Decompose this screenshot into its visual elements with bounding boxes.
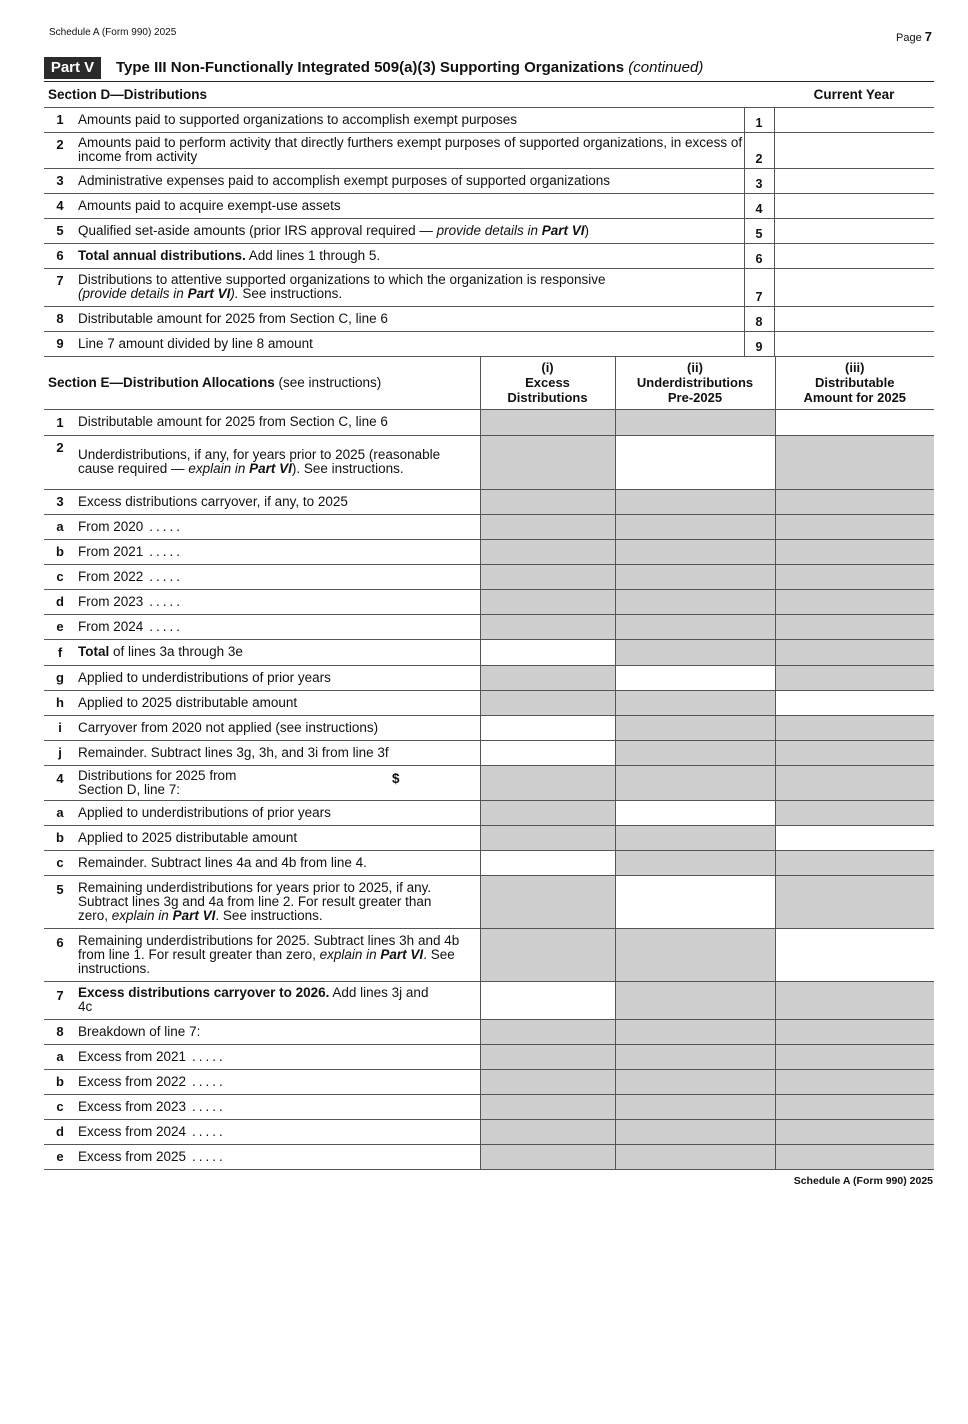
line-number: i (44, 715, 76, 740)
line-description (76, 1094, 480, 1119)
shaded-cell (615, 639, 775, 665)
line-description (76, 435, 480, 489)
shaded-cell (615, 765, 775, 800)
shaded-cell (480, 928, 615, 981)
col-distributable-amount (775, 357, 934, 409)
section-d-line (44, 243, 934, 268)
amount-input[interactable] (615, 800, 775, 825)
line-description: Amounts paid to acquire exempt-use assets (76, 193, 744, 218)
line-description (76, 1119, 480, 1144)
line-box-label: 6 (744, 243, 774, 268)
part-continued: (continued) (628, 59, 704, 76)
section-e-line (44, 1044, 934, 1069)
line-number: j (44, 740, 76, 765)
line-description (76, 589, 480, 614)
amount-input[interactable] (774, 132, 934, 168)
line-number: 9 (44, 331, 76, 356)
section-d-line (44, 193, 934, 218)
leader-dots: ..... (192, 1073, 226, 1089)
line-box-label: 8 (744, 306, 774, 331)
col-label: Amount for 2025 (803, 390, 907, 406)
shaded-cell (480, 409, 615, 435)
shaded-cell (480, 825, 615, 850)
dollar-sign: $ (392, 770, 400, 786)
line-number: 5 (44, 218, 76, 243)
shaded-cell (615, 850, 775, 875)
section-e-line (44, 1019, 934, 1044)
shaded-cell (480, 1019, 615, 1044)
line-description (76, 539, 480, 564)
shaded-cell (615, 825, 775, 850)
line-number: 7 (44, 268, 76, 306)
section-e-line (44, 1094, 934, 1119)
line-number: h (44, 690, 76, 715)
section-e-line (44, 715, 934, 740)
line-description (76, 765, 480, 800)
current-year-header: Current Year (774, 82, 934, 107)
shaded-cell (480, 690, 615, 715)
amount-input[interactable] (615, 875, 775, 928)
line-number: 2 (44, 435, 76, 489)
amount-input[interactable] (480, 639, 615, 665)
line-description: Remainder. Subtract lines 4a and 4b from line 4. (76, 850, 480, 875)
text-bold-italic: Part VI (249, 461, 292, 476)
amount-input[interactable] (480, 981, 615, 1019)
shaded-cell (775, 1119, 934, 1144)
line-description (76, 1044, 480, 1069)
shaded-cell (615, 409, 775, 435)
text: . See instructions. (215, 907, 323, 923)
line-box-label: 2 (744, 132, 774, 168)
text: Excess from 2022 (78, 1073, 187, 1089)
line-description: Breakdown of line 7: (76, 1019, 480, 1044)
shaded-cell (480, 665, 615, 690)
line-number: 4 (44, 765, 76, 800)
line-box-label: 4 (744, 193, 774, 218)
part-title (116, 59, 703, 76)
section-d-line (44, 331, 934, 356)
leader-dots: ..... (149, 543, 184, 559)
shaded-cell (775, 850, 934, 875)
text: Add lines 1 through 5. (245, 247, 381, 263)
amount-input[interactable] (480, 1119, 615, 1144)
section-e-line (44, 1119, 934, 1144)
section-e-line (44, 800, 934, 825)
amount-input[interactable] (480, 539, 615, 564)
shaded-cell (615, 514, 775, 539)
text-bold-italic: Part VI (172, 907, 216, 923)
shaded-cell (615, 1094, 775, 1119)
shaded-cell (775, 665, 934, 690)
line-description: Distributable amount for 2025 from Section C, line 6 (76, 306, 744, 331)
line-number: 3 (44, 168, 76, 193)
col-excess-distributions (480, 357, 615, 409)
text-bold: Total (78, 644, 110, 659)
col-roman: (i) (541, 360, 554, 376)
text: Distributions for 2025 from Section D, line 7: (78, 767, 237, 797)
text: Distributions to attentive supported organizations to which the organization is responsive (78, 272, 606, 287)
amount-input[interactable] (480, 589, 615, 614)
amount-input[interactable] (775, 928, 934, 981)
section-d-line (44, 268, 934, 306)
shaded-cell (775, 639, 934, 665)
text: From 2022 (78, 568, 144, 584)
amount-input[interactable] (774, 331, 934, 356)
section-e-line (44, 1069, 934, 1094)
text-italic: explain in (111, 907, 173, 923)
form-name-footer: Schedule A (Form 990) 2025 (793, 1175, 933, 1187)
line-description: Applied to underdistributions of prior years (76, 800, 480, 825)
shaded-cell (775, 489, 934, 514)
part-badge: Part V (44, 57, 101, 79)
line-description (76, 243, 744, 268)
shaded-cell (775, 539, 934, 564)
section-e-line (44, 981, 934, 1019)
section-e-line (44, 564, 934, 589)
line-number: 8 (44, 306, 76, 331)
line-number: d (44, 589, 76, 614)
amount-input[interactable] (774, 306, 934, 331)
col-roman: (iii) (845, 360, 865, 376)
line-box-label: 3 (744, 168, 774, 193)
line-description: Applied to underdistributions of prior years (76, 665, 480, 690)
line-number: 2 (44, 132, 76, 168)
amount-input[interactable] (480, 1069, 615, 1094)
amount-input[interactable] (480, 514, 615, 539)
section-d-line (44, 306, 934, 331)
section-e-line (44, 489, 934, 514)
col-roman: (ii) (687, 360, 703, 376)
part-title-text: Type III Non-Functionally Integrated 509(a)(3) Supporting Organizations (116, 59, 625, 76)
amount-input[interactable] (775, 825, 934, 850)
section-e-line (44, 765, 934, 800)
line-description (76, 514, 480, 539)
amount-input[interactable] (774, 168, 934, 193)
amount-input[interactable] (775, 409, 934, 435)
section-e-line (44, 928, 934, 981)
line-description (76, 1069, 480, 1094)
leader-dots: ..... (192, 1123, 226, 1139)
col-label: Distributions (507, 390, 588, 406)
line-description: Remainder. Subtract lines 3g, 3h, and 3i from line 3f (76, 740, 480, 765)
text-italic: explain in (319, 946, 381, 962)
amount-input[interactable] (480, 850, 615, 875)
amount-input[interactable] (615, 665, 775, 690)
line-number: c (44, 850, 76, 875)
line-number: 8 (44, 1019, 76, 1044)
col-label: Excess (525, 375, 570, 391)
text: From 2021 (78, 543, 144, 559)
line-number: 6 (44, 243, 76, 268)
line-number: 7 (44, 981, 76, 1019)
line-description (76, 928, 480, 981)
shaded-cell (775, 614, 934, 639)
line-number: 1 (44, 107, 76, 132)
text: ) (584, 222, 590, 238)
leader-dots: ..... (149, 568, 184, 584)
line-description (76, 268, 744, 306)
shaded-cell (615, 539, 775, 564)
shaded-cell (615, 981, 775, 1019)
line-description (76, 614, 480, 639)
section-d-line (44, 218, 934, 243)
shaded-cell (480, 800, 615, 825)
text: of lines 3a through 3e (109, 644, 243, 659)
line-number: b (44, 1069, 76, 1094)
line-description: Carryover from 2020 not applied (see instructions) (76, 715, 480, 740)
amount-input[interactable] (480, 614, 615, 639)
line-box-label: 7 (744, 268, 774, 306)
amount-input[interactable] (480, 1144, 615, 1169)
text-italic: (provide details in (78, 286, 188, 301)
line-description: Amounts paid to supported organizations to accomplish exempt purposes (76, 107, 744, 132)
section-d-line (44, 132, 934, 168)
leader-dots: ..... (192, 1048, 226, 1064)
shaded-cell (615, 1144, 775, 1169)
section-e-line (44, 614, 934, 639)
text-bold-italic: Part VI (187, 286, 231, 301)
text: From 2023 (78, 593, 144, 609)
section-e-line (44, 409, 934, 435)
shaded-cell (775, 1044, 934, 1069)
col-label: Underdistributions (636, 375, 754, 391)
line-number: 4 (44, 193, 76, 218)
text: Excess from 2024 (78, 1123, 187, 1139)
shaded-cell (615, 715, 775, 740)
section-e-title (44, 357, 480, 409)
text: . See instructions. (78, 946, 455, 976)
line-box-label: 5 (744, 218, 774, 243)
shaded-cell (615, 928, 775, 981)
shaded-cell (775, 514, 934, 539)
shaded-cell (775, 800, 934, 825)
shaded-cell (615, 1069, 775, 1094)
shaded-cell (480, 875, 615, 928)
text: Excess from 2023 (78, 1098, 187, 1114)
text-bold-italic: Part VI (380, 946, 424, 962)
text-italic: ). (230, 286, 239, 301)
col-label: Pre-2025 (667, 390, 723, 406)
col-underdistributions (615, 357, 775, 409)
line-number: b (44, 539, 76, 564)
amount-input[interactable] (775, 690, 934, 715)
shaded-cell (615, 564, 775, 589)
text-bold-italic: Part VI (541, 222, 585, 238)
line-description (76, 218, 744, 243)
section-e-title-bold: Section E—Distribution Allocations (48, 375, 275, 391)
shaded-cell (480, 435, 615, 489)
page-number-value: 7 (924, 29, 932, 44)
shaded-cell (615, 690, 775, 715)
shaded-cell (775, 1019, 934, 1044)
form-name-header: Schedule A (Form 990) 2025 (49, 27, 177, 38)
section-e-line (44, 1144, 934, 1169)
line-description (76, 564, 480, 589)
line-number: a (44, 800, 76, 825)
line-number: 5 (44, 875, 76, 928)
text: Excess from 2021 (78, 1048, 187, 1064)
line-number: f (44, 639, 76, 665)
shaded-cell (615, 489, 775, 514)
text-bold: Excess distributions carryover to 2026. (78, 985, 330, 1000)
amount-input[interactable] (480, 1044, 615, 1069)
line-description: Line 7 amount divided by line 8 amount (76, 331, 744, 356)
leader-dots: ..... (149, 593, 184, 609)
line-number: 6 (44, 928, 76, 981)
amount-input[interactable] (615, 435, 775, 489)
leader-dots: ..... (192, 1148, 226, 1164)
line-description: Administrative expenses paid to accomplish exempt purposes of supported organizations (76, 168, 744, 193)
section-e-line (44, 690, 934, 715)
line-description: Applied to 2025 distributable amount (76, 825, 480, 850)
line-number: b (44, 825, 76, 850)
line-number: g (44, 665, 76, 690)
section-e-line (44, 665, 934, 690)
leader-dots: ..... (192, 1098, 226, 1114)
text: From 2024 (78, 618, 144, 634)
part-heading (44, 55, 934, 82)
shaded-cell (480, 765, 615, 800)
text-italic: explain in (188, 461, 250, 476)
text: From 2020 (78, 518, 144, 534)
shaded-cell (615, 614, 775, 639)
section-e-line (44, 589, 934, 614)
shaded-cell (775, 765, 934, 800)
shaded-cell (775, 981, 934, 1019)
section-e-line (44, 825, 934, 850)
text: Remaining underdistributions for 2025. Subtract lines 3h and 4b from line 1. For result greater than zero, (78, 932, 460, 962)
line-description: Applied to 2025 distributable amount (76, 690, 480, 715)
text: Add lines 3j and 4c (78, 985, 429, 1014)
section-e-line (44, 740, 934, 765)
text: Excess from 2025 (78, 1148, 187, 1164)
line-description (76, 639, 480, 665)
amount-input[interactable] (774, 243, 934, 268)
shaded-cell (775, 715, 934, 740)
text-bold: Total annual distributions. (78, 247, 246, 263)
line-description: Amounts paid to perform activity that directly furthers exempt purposes of supported organizations, in excess of income from activity (76, 132, 744, 168)
shaded-cell (775, 564, 934, 589)
col-label: Distributable (815, 375, 895, 391)
line-number: c (44, 1094, 76, 1119)
amount-input[interactable] (774, 193, 934, 218)
shaded-cell (775, 589, 934, 614)
line-number: a (44, 1044, 76, 1069)
section-d-table (44, 82, 934, 357)
section-e-line (44, 639, 934, 665)
section-e-line (44, 875, 934, 928)
shaded-cell (775, 1069, 934, 1094)
line-description (76, 1144, 480, 1169)
amount-input[interactable] (480, 564, 615, 589)
shaded-cell (615, 1119, 775, 1144)
section-d-line (44, 168, 934, 193)
amount-input[interactable] (774, 268, 934, 306)
page-number (896, 29, 932, 44)
shaded-cell (615, 589, 775, 614)
text: ). See instructions. (291, 461, 404, 476)
line-number: d (44, 1119, 76, 1144)
shaded-cell (775, 435, 934, 489)
line-description (76, 981, 480, 1019)
leader-dots: ..... (149, 518, 184, 534)
text: Qualified set-aside amounts (prior IRS approval required — (78, 222, 437, 238)
shaded-cell (775, 740, 934, 765)
line-box-label: 1 (744, 107, 774, 132)
section-e-table (44, 357, 934, 1170)
section-d-title: Section D—Distributions (44, 82, 744, 107)
section-e-line (44, 539, 934, 564)
text-italic: provide details in (436, 222, 542, 238)
section-e-line (44, 850, 934, 875)
amount-input[interactable] (480, 740, 615, 765)
line-description: Distributable amount for 2025 from Section C, line 6 (76, 409, 480, 435)
line-box-label: 9 (744, 331, 774, 356)
amount-input[interactable] (774, 218, 934, 243)
section-e-title-note: (see instructions) (274, 375, 382, 391)
shaded-cell (615, 1019, 775, 1044)
section-e-line (44, 435, 934, 489)
shaded-cell (775, 875, 934, 928)
line-description (76, 875, 480, 928)
amount-input[interactable] (774, 107, 934, 132)
section-e-line (44, 514, 934, 539)
line-description: Excess distributions carryover, if any, to 2025 (76, 489, 480, 514)
page-label: Page (896, 32, 922, 44)
section-d-line (44, 107, 934, 132)
amount-input[interactable] (480, 715, 615, 740)
line-number: 3 (44, 489, 76, 514)
amount-input[interactable] (480, 1094, 615, 1119)
shaded-cell (775, 1094, 934, 1119)
line-number: e (44, 614, 76, 639)
line-number: c (44, 564, 76, 589)
text: Underdistributions, if any, for years prior to 2025 (reasonable cause required — (78, 447, 441, 476)
leader-dots: ..... (149, 618, 184, 634)
shaded-cell (615, 1044, 775, 1069)
text: Remaining underdistributions for years prior to 2025, if any. Subtract lines 3g and 4a from line 2. For result greater than zero, (78, 879, 432, 923)
line-number: 1 (44, 409, 76, 435)
line-number: a (44, 514, 76, 539)
shaded-cell (615, 740, 775, 765)
shaded-cell (480, 489, 615, 514)
text: See instructions. (238, 286, 343, 301)
shaded-cell (775, 1144, 934, 1169)
line-number: e (44, 1144, 76, 1169)
